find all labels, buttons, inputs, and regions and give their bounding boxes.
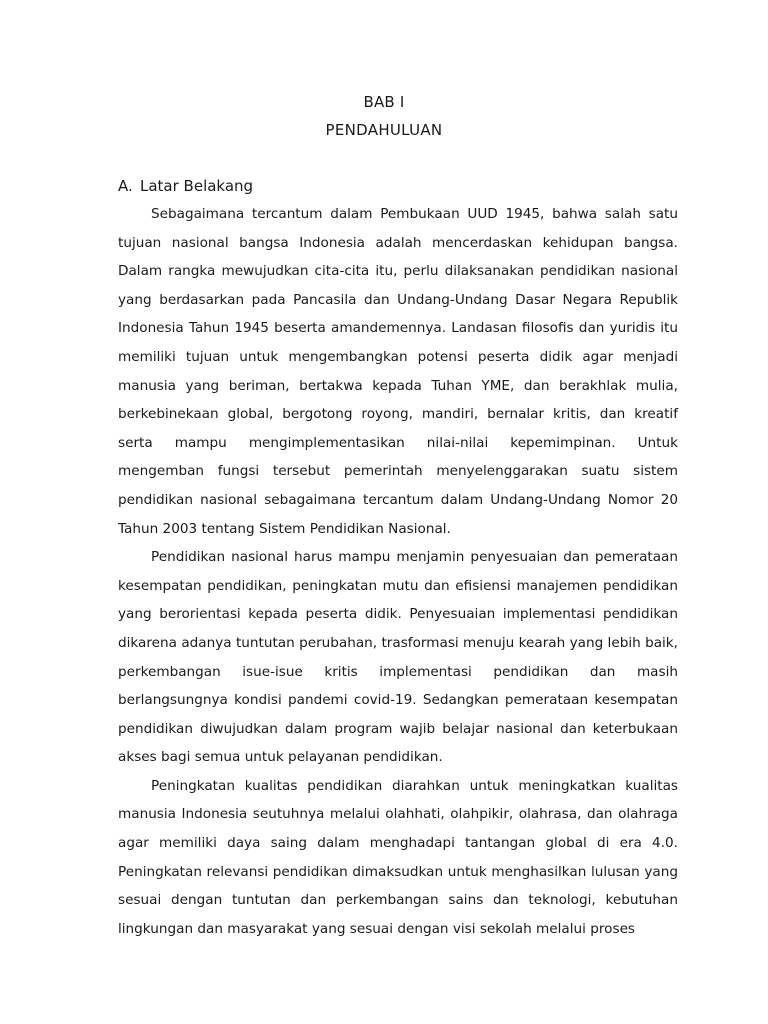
paragraph: Peningkatan kualitas pendidikan diarahkan untuk meningkatkan kualitas manusia Indonesia seutuhnya melalui olahhati, olahpikir, olahrasa, dan olahraga agar memiliki daya saing dalam menghadapi tantangan global di era 4.0. Peningkatan relevansi pendidikan dimaksudkan untuk menghasilkan lulusan yang sesuai dengan tuntutan dan perkembangan sains dan teknologi, kebutuhan lingkungan dan masyarakat yang sesuai dengan visi sekolah melalui proses — [118, 777, 678, 937]
section-heading — [118, 176, 253, 196]
section-letter: A. — [118, 177, 133, 195]
section-title: Latar Belakang — [140, 177, 254, 195]
paragraph: Sebagaimana tercantum dalam Pembukaan UUD 1945, bahwa salah satu tujuan nasional bangsa Indonesia adalah mencerdaskan kehidupan bangsa. Dalam rangka mewujudkan cita-cita itu, perlu dilaksanakan pendidikan nasional yang berdasarkan pada Pancasila dan Undang-Undang Dasar Negara Republik Indonesia Tahun 1945 beserta amandemennya. Landasan filosofis dan yuridis itu memiliki tujuan untuk mengembangkan potensi peserta didik agar menjadi manusia yang beriman, bertakwa kepada Tuhan YME, dan berakhlak mulia, berkebinekaan global, bergotong royong, mandiri, bernalar kritis, dan kreatif serta mampu mengimplementasikan nilai-nilai kepemimpinan. Untuk mengemban fungsi tersebut pemerintah menyelenggarakan suatu sistem pendidikan nasional sebagaimana tercantum dalam Undang-Undang Nomor 20 Tahun 2003 tentang Sistem Pendidikan Nasional. — [118, 206, 678, 537]
body-text — [118, 200, 678, 943]
paragraph: Pendidikan nasional harus mampu menjamin penyesuaian dan pemerataan kesempatan pendidikan, peningkatan mutu dan efisiensi manajemen pendidikan yang berorientasi kepada peserta didik. Penyesuaian implementasi pendidikan dikarena adanya tuntutan perubahan, trasformasi menuju kearah yang lebih baik, perkembangan isue-isue kritis implementasi pendidikan dan masih berlangsungnya kondisi pandemi covid-19. Sedangkan pemerataan kesempatan pendidikan diwujudkan dalam program wajib belajar nasional dan keterbukaan akses bagi semua untuk pelayanan pendidikan. — [118, 549, 678, 766]
chapter-title: PENDAHULUAN — [325, 121, 443, 139]
chapter-number: BAB I — [363, 93, 405, 111]
